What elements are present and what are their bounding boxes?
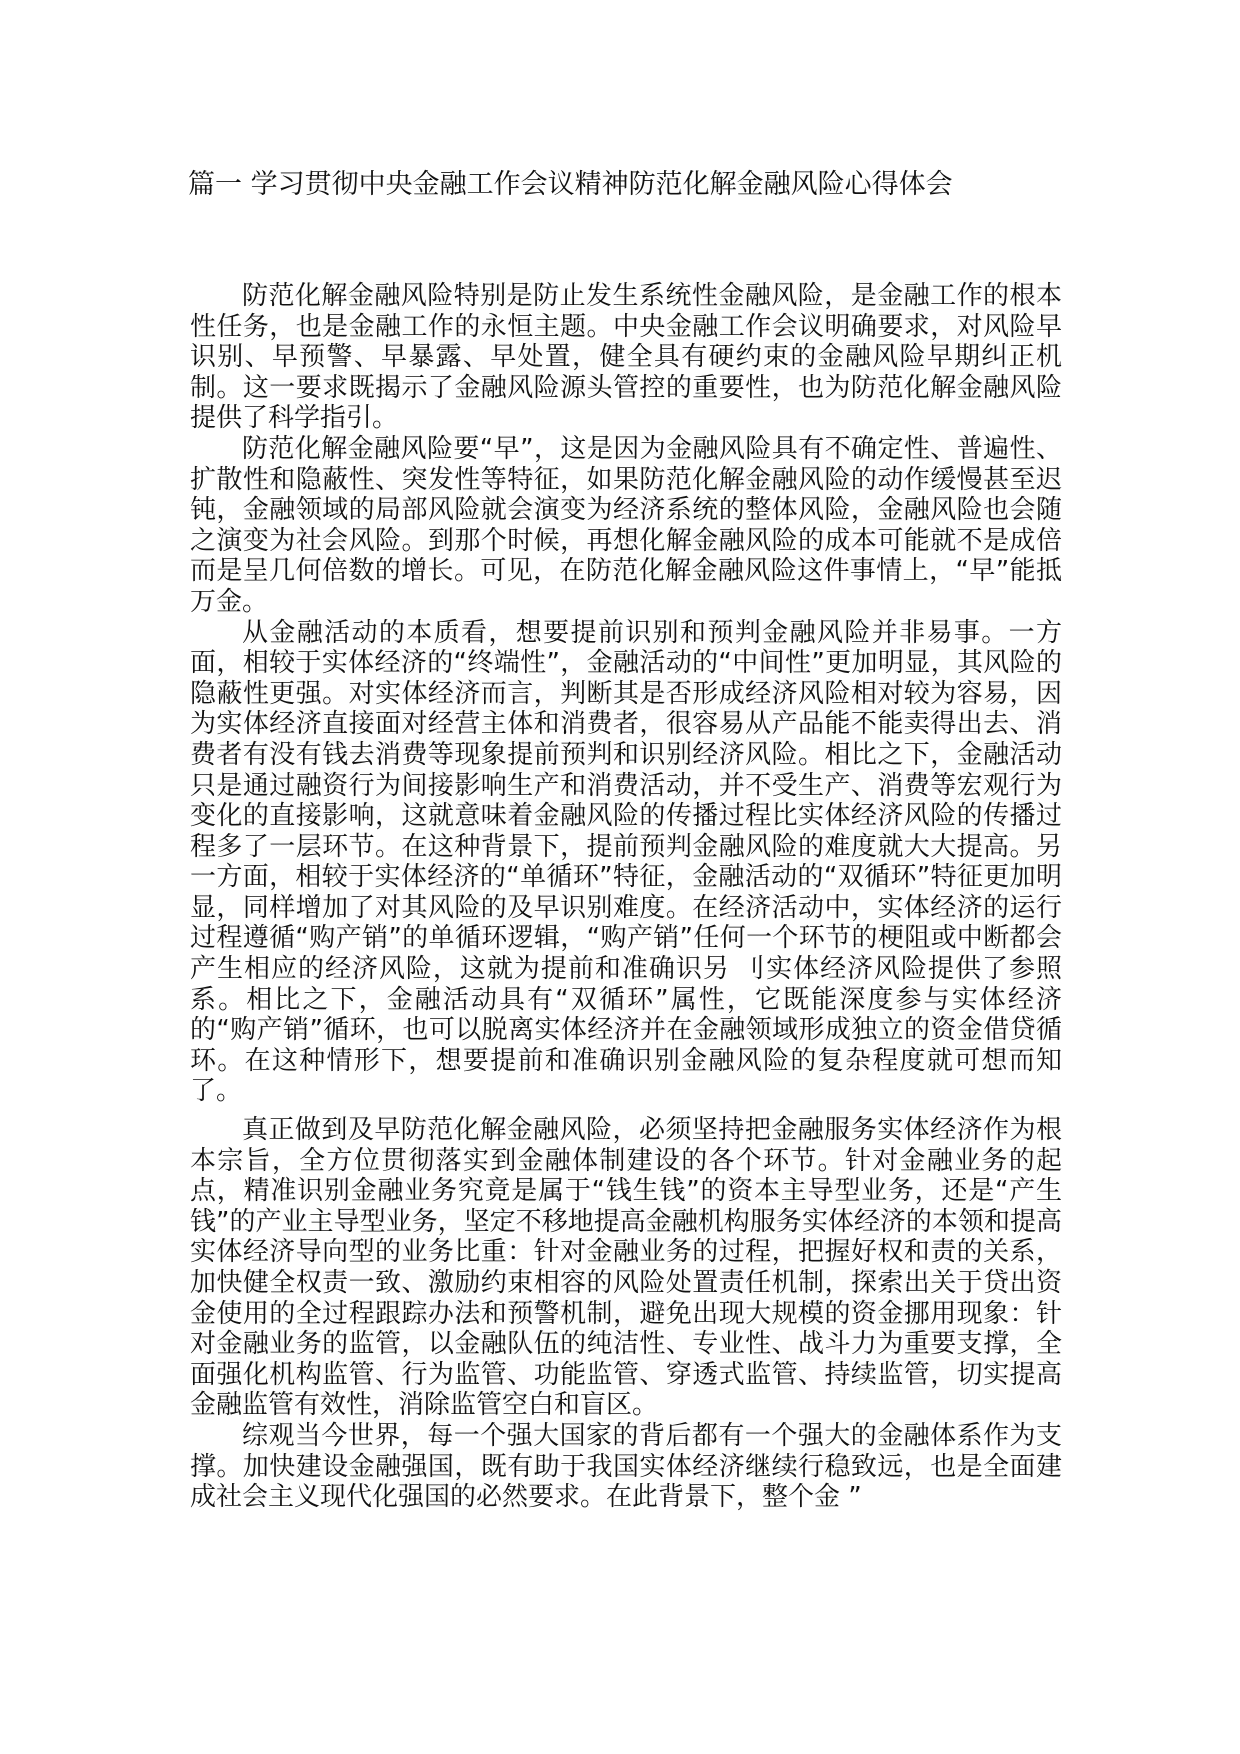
paragraph: 综观当今世界，每一个强大国家的背后都有一个强大的金融体系作为支撑。加快建设金融强国，既有助于我国实体经济继续行稳致远，也是全面建成社会主义现代化强国的必然要求。在此背景下，整个金 ” — [190, 1420, 1062, 1513]
paragraph: 真正做到及早防范化解金融风险，必须坚持把金融服务实体经济作为根本宗旨，全方位贯彻落实到金融体制建设的各个环节。针对金融业务的起点，精准识别金融业务究竟是属于“钱生钱”的资本主导型业务，还是“产生钱”的产业主导型业务，坚定不移地提高金融机构服务实体经济的本领和提高实体经济导向型的业务比重：针对金融业务的过程，把握好权和责的关系，加快健全权责一致、激励约束相容的风险处置责任机制，探索出关于贷出资金使用的全过程跟踪办法和预警机制，避免出现大规模的资金挪用现象：针对金融业务的监管，以金融队伍的纯洁性、专业性、战斗力为重要支撑，全面强化机构监管、行为监管、功能监管、穿透式监管、持续监管，切实提高金融监管有效性，消除监管空白和盲区。 — [190, 1115, 1062, 1421]
document-body — [190, 281, 1062, 1513]
paragraph: 防范化解金融风险特别是防止发生系统性金融风险，是金融工作的根本性任务，也是金融工作的永恒主题。中央金融工作会议明确要求，对风险早识别、早预警、早暴露、早处置，健全具有硬约束的金融风险早期纠正机制。这一要求既揭示了金融风险源头管控的重要性，也为防范化解金融风险提供了科学指引。 — [190, 281, 1062, 434]
paragraph: 从金融活动的本质看，想要提前识别和预判金融风险并非易事。一方面，相较于实体经济的“终端性”，金融活动的“中间性”更加明显，其风险的隐蔽性更强。对实体经济而言，判断其是否形成经济风险相对较为容易，因为实体经济直接面对经营主体和消费者，很容易从产品能不能卖得出去、消费者有没有钱去消费等现象提前预判和识别经济风险。相比之下，金融活动只是通过融资行为间接影响生产和消费活动，并不受生产、消费等宏观行为变化的直接影响，这就意味着金融风险的传播过程比实体经济风险的传播过程多了一层环节。在这种背景下，提前预判金融风险的难度就大大提高。另一方面，相较于实体经济的“单循环”特征，金融活动的“双循环”特征更加明显，同样增加了对其风险的及早识别难度。在经济活动中，实体经济的运行过程遵循“购产销”的单循环逻辑，“购产销”任何一个环节的梗阻或中断都会产生相应的经济风险，这就为提前和准确识另 刂实体经济风险提供了参照系。相比之下，金融活动具有“双循环”属性，它既能深度参与实体经济的“购产销”循环，也可以脱离实体经济并在金融领域形成独立的资金借贷循环。在这种情形下，想要提前和准确识别金融风险的复杂程度就可想而知了。 — [190, 617, 1062, 1107]
paragraph: 防范化解金融风险要“早”，这是因为金融风险具有不确定性、普遍性、扩散性和隐蔽性、突发性等特征，如果防范化解金融风险的动作缓慢甚至迟钝，金融领域的局部风险就会演变为经济系统的整体风险，金融风险也会随之演变为社会风险。到那个时候，再想化解金融风险的成本可能就不是成倍而是呈几何倍数的增长。可见，在防范化解金融风险这件事情上，“早”能抵万金。 — [190, 433, 1062, 617]
document-title: 篇一 学习贯彻中央金融工作会议精神防范化解金融风险心得体会 — [188, 169, 953, 200]
